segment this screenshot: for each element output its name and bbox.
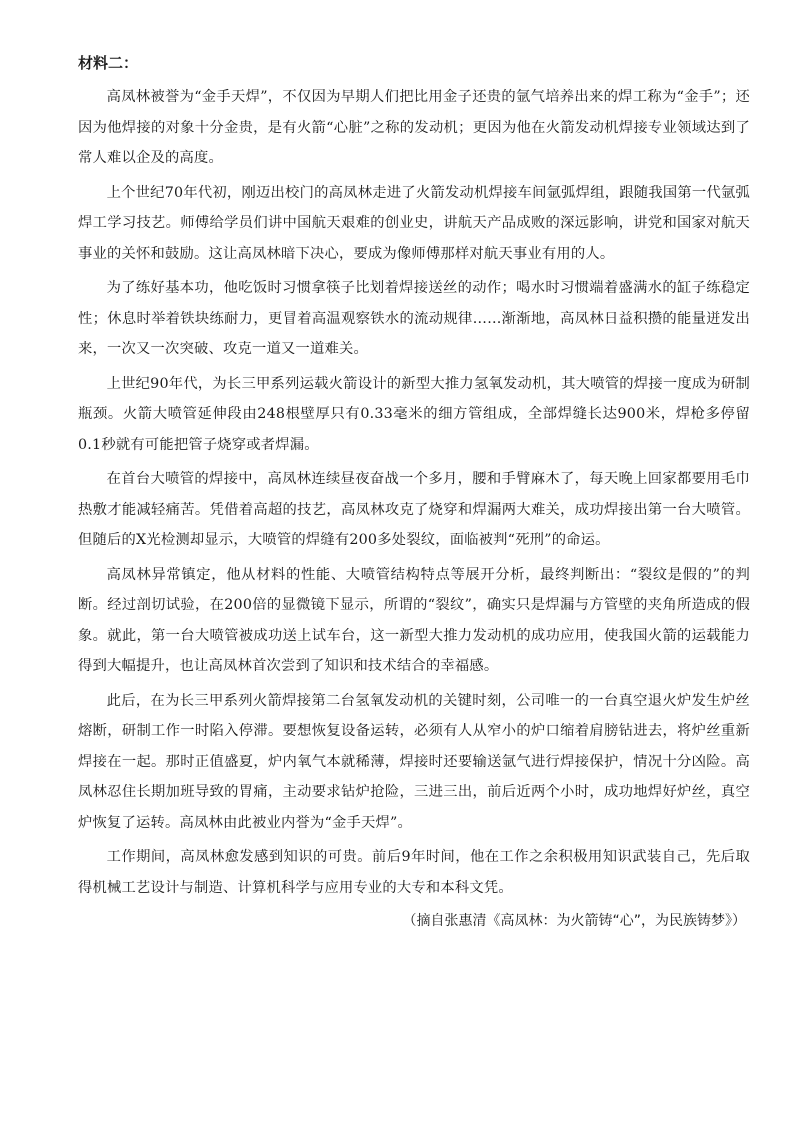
paragraph-3: 为了练好基本功，他吃饭时习惯拿筷子比划着焊接送丝的动作；喝水时习惯端着盛满水的缸子练稳定性；休息时举着铁块练耐力，更冒着高温观察铁水的流动规律……渐渐地，高凤林日益积攒的能量迸发出来，一次又一次突破、攻克一道又一道难关。	[78, 280, 750, 357]
paragraph-1: 高凤林被誉为“金手天焊”，不仅因为早期人们把比用金子还贵的氩气培养出来的焊工称为“金手”；还因为他焊接的对象十分金贵，是有火箭“心脏”之称的发动机；更因为他在火箭发动机焊接专业领域达到了常人难以企及的高度。	[78, 89, 750, 166]
source-citation: （摘自张惠清《高凤林：为火箭铸“心”，为民族铸梦》）	[402, 913, 746, 929]
paragraph-7: 此后，在为长三甲系列火箭焊接第二台氢氧发动机的关键时刻，公司唯一的一台真空退火炉发生炉丝熔断，研制工作一时陷入停滞。要想恢复设备运转，必须有人从窄小的炉口缩着肩膀钻进去，将炉丝重新焊接在一起。那时正值盛夏，炉内氧气本就稀薄，焊接时还要输送氩气进行焊接保护，情况十分凶险。高凤林忍住长期加班导致的胃痛，主动要求钻炉抢险，三进三出，前后近两个小时，成功地焊好炉丝，真空炉恢复了运转。高凤林由此被业内誉为“金手天焊”。	[78, 692, 750, 831]
document-page	[78, 52, 750, 933]
paragraph-6: 高凤林异常镇定，他从材料的性能、大喷管结构特点等展开分析，最终判断出：“裂纹是假的”的判断。经过剖切试验，在200倍的显微镜下显示，所谓的“裂纹”，确实只是焊漏与方管壁的夹角所造成的假象。就此，第一台大喷管被成功送上试车台，这一新型大推力发动机的成功应用，使我国火箭的运载能力得到大幅提升，也让高凤林首次尝到了知识和技术结合的幸福感。	[78, 566, 750, 674]
paragraph-5: 在首台大喷管的焊接中，高凤林连续昼夜奋战一个多月，腰和手臂麻木了，每天晚上回家都要用毛巾热敷才能减轻痛苦。凭借着高超的技艺，高凤林攻克了烧穿和焊漏两大难关，成功焊接出第一台大喷管。但随后的X光检测却显示，大喷管的焊缝有200多处裂纹，面临被判“死刑”的命运。	[78, 471, 750, 548]
paragraph-8: 工作期间，高凤林愈发感到知识的可贵。前后9年时间，他在工作之余积极用知识武装自己，先后取得机械工艺设计与制造、计算机科学与应用专业的大专和本科文凭。	[78, 849, 750, 896]
paragraph-4: 上世纪90年代，为长三甲系列运载火箭设计的新型大推力氢氧发动机，其大喷管的焊接一度成为研制瓶颈。火箭大喷管延伸段由248根壁厚只有0.33毫米的细方管组成，全部焊缝长达900米，焊枪多停留0.1秒就有可能把管子烧穿或者焊漏。	[78, 375, 750, 453]
section-heading: 材料二：	[78, 54, 139, 72]
paragraph-2: 上个世纪70年代初，刚迈出校门的高凤林走进了火箭发动机焊接车间氩弧焊组，跟随我国第一代氩弧焊工学习技艺。师傅给学员们讲中国航天艰难的创业史，讲航天产品成败的深远影响，讲党和国家对航天事业的关怀和鼓励。这让高凤林暗下决心，要成为像师傅那样对航天事业有用的人。	[78, 184, 750, 262]
